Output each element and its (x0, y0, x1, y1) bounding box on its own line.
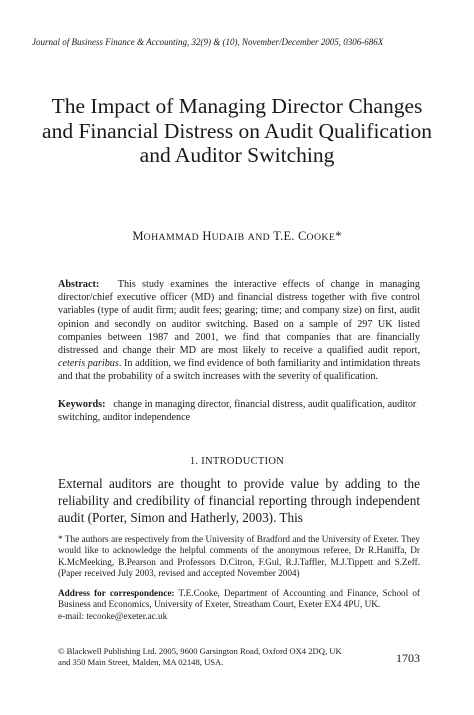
address-text: T.E.Cooke, Department of Accounting and Finance, School of Business and Economics, University of Exeter, Streatham Court, Exeter EX4 4PU, UK. (58, 588, 420, 610)
author-footnote-mark: * (335, 229, 342, 243)
publisher-line-2: and 350 Main Street, Malden, MA 02148, USA. (58, 656, 224, 667)
publisher-line-1: © Blackwell Publishing Ltd. 2005, 9600 Garsington Road, Oxford OX4 2DQ, UK (58, 646, 342, 656)
keywords-text: change in managing director, financial distress, audit qualification, auditor switching, auditor independence (58, 399, 417, 424)
author-footnote: * The authors are respectively from the University of Bradford and the University of Exeter. They would like to acknowledge the helpful comments of the anonymous referee, Dr R.Haniffa, Dr K.McMeeking, B.Pearson and Professors D.Citron, F.Gul, R.J.Taffler, M.J.Tippett and S.Zeff. (Paper received July 2003, revised and accepted November 2004) (58, 534, 420, 579)
author2-first: T.E. (273, 229, 295, 243)
author-connector: AND (247, 232, 271, 243)
abstract-label: Abstract: (58, 279, 100, 290)
intro-paragraph: External auditors are thought to provide value by adding to the reliability and credibility of financial reporting through independent audit (Porter, Simon and Hatherly, 2003). This (58, 476, 420, 525)
article-title: The Impact of Managing Director Changes and Financial Distress on Audit Qualification and Auditor Switching (42, 94, 432, 167)
author1-last-rest: UDAIB (211, 232, 245, 243)
page-number: 1703 (396, 651, 420, 665)
author-line (40, 229, 434, 244)
publisher-notice (58, 646, 358, 668)
correspondence-address (58, 588, 420, 622)
abstract (58, 278, 420, 384)
abstract-text-end: . In addition, we find evidence of both familiarity and intimidation threats and that the probability of a switch increases with the severity of qualification. (58, 358, 420, 383)
keywords (58, 398, 420, 424)
author1-first-rest: OHAMMAD (143, 232, 200, 243)
address-email: e-mail: tecooke@exeter.ac.uk (58, 610, 168, 621)
keywords-label: Keywords: (58, 399, 106, 410)
author1-first-initial: M (132, 229, 144, 243)
journal-citation: Journal of Business Finance & Accounting, 32(9) & (10), November/December 2005, 0306-686X (32, 37, 384, 47)
address-label: Address for correspondence: (58, 588, 175, 598)
section-heading: 1. INTRODUCTION (189, 456, 285, 467)
abstract-text: This study examines the interactive effects of change in managing director/chief executive officer (MD) and financial distress together with five control variables (type of audit firm; audit fees; gearing; time; and company size) on first, audit opinion and secondly on auditor switching. Based on a sample of 297 UK listed companies between 1987 and 2001, we find that companies that are financially distressed and change their MD are most likely to receive a qualified audit report, (58, 279, 420, 357)
abstract-italic: ceteris paribus (58, 358, 119, 370)
author2-last-initial: C (297, 229, 307, 243)
author2-last-rest: OOKE (306, 232, 336, 243)
author1-last-initial: H (202, 229, 212, 243)
